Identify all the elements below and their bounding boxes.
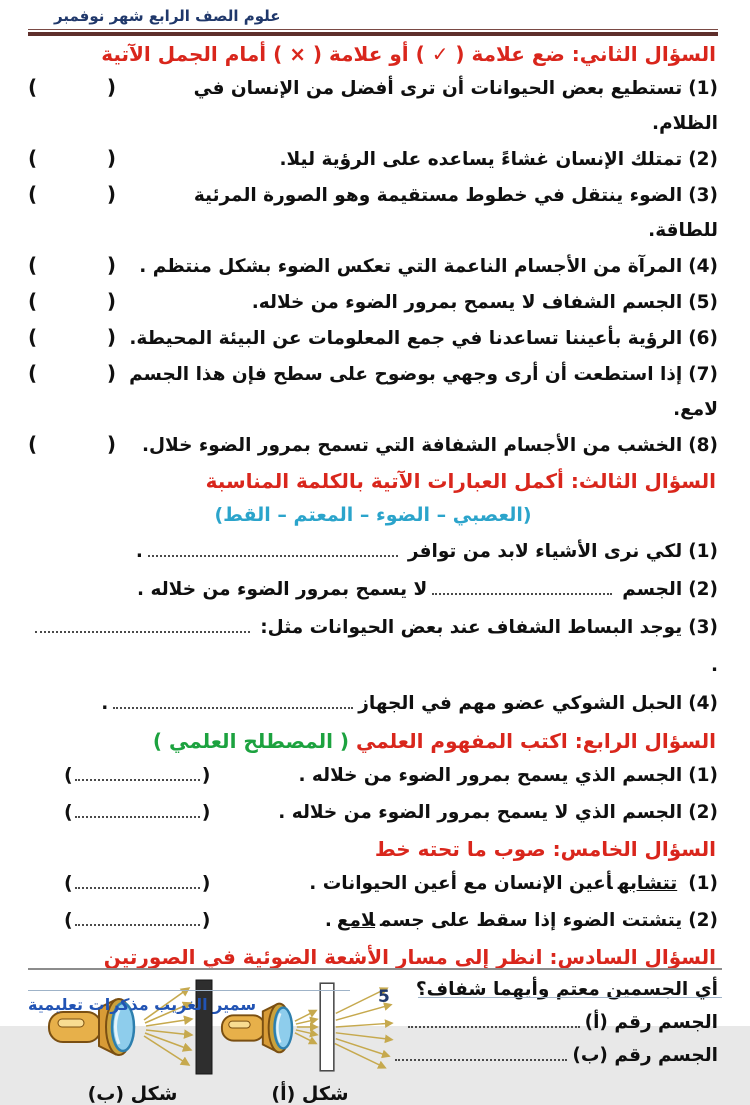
q4-heading — [28, 727, 716, 755]
q2-item-1 — [28, 70, 718, 141]
q2-item-2 — [28, 141, 718, 177]
statement-body: الجسم الذي يسمح بمرور الضوء من خلاله . — [298, 765, 683, 786]
fill-post: لا يسمح بمرور الضوء من خلاله . — [137, 579, 428, 600]
statement-text — [124, 178, 718, 248]
statement-text — [129, 321, 718, 356]
item-number: (2) — [688, 802, 718, 823]
answer-parentheses — [28, 427, 116, 462]
answer-parentheses — [28, 320, 116, 355]
q6-question: أي الجسمين معتم وأيهما شفاف؟ — [415, 979, 718, 1000]
statement-text — [309, 865, 718, 902]
q2-item-6 — [28, 320, 718, 356]
statement-text — [139, 249, 718, 284]
q5-item-1 — [28, 865, 718, 902]
statement-body: الضوء ينتقل في خطوط مستقيمة وهو الصورة المرئية للطاقة. — [193, 185, 718, 241]
statement-post: أعين الإنسان مع أعين الحيوانات . — [309, 873, 613, 894]
statement-text — [325, 902, 718, 939]
dotted-blank — [75, 804, 200, 818]
paren-close: ) — [201, 801, 211, 823]
q2-heading: السؤال الثاني: ضع علامة ( ✓ ) أو علامة ( × ) أمام الجمل الآتية — [101, 42, 716, 66]
paren-close: ) — [201, 909, 211, 931]
q6-answer-b — [400, 1039, 718, 1072]
answer-parentheses — [28, 70, 116, 105]
q5-list — [28, 865, 718, 939]
answer-parentheses — [28, 177, 116, 212]
fill-post: . — [101, 693, 109, 714]
answer-blank-parentheses — [64, 902, 210, 939]
paren-close: ) — [106, 361, 116, 385]
footer-left-line — [28, 990, 350, 991]
statement-body: الرؤية بأعيننا تساعدنا في جمع المعلومات عن البيئة المحيطة. — [129, 328, 683, 349]
fill-pre: يوجد البساط الشفاف عند بعض الحيوانات مثل: — [260, 617, 683, 638]
q3-list — [28, 533, 718, 723]
paren-open: ( — [28, 361, 38, 385]
footer-brand: سمير الغريب مذكرات تعليمية — [28, 995, 257, 1014]
figure-b-label: شكل (ب) — [87, 1083, 178, 1105]
q3-item-3 — [28, 609, 718, 685]
answer-blank-parentheses — [64, 757, 210, 794]
statement-text — [298, 757, 718, 794]
q4-list — [28, 757, 718, 831]
item-number: (2) — [688, 579, 718, 600]
item-number: (6) — [688, 328, 718, 349]
paren-open: ( — [28, 289, 38, 313]
q3-item-2 — [28, 571, 718, 609]
item-number: (7) — [688, 364, 718, 385]
fill-pre: لكي نرى الأشياء لابد من توافر — [407, 541, 683, 562]
answer-blank-parentheses — [64, 865, 210, 902]
q6-answer-b-label: الجسم رقم (ب) — [572, 1045, 718, 1066]
paren-open: ( — [28, 182, 38, 206]
page-header — [28, 0, 718, 28]
item-number: (1) — [688, 765, 718, 786]
q4-item-1 — [28, 757, 718, 794]
paren-open: ( — [28, 432, 38, 456]
paren-open: ( — [64, 909, 73, 931]
statement-body: إذا استطعت أن أرى وجهي بوضوح على سطح فإن هذا الجسم لامع. — [129, 364, 718, 420]
paren-open: ( — [64, 872, 73, 894]
paren-open: ( — [64, 801, 73, 823]
paren-close: ) — [106, 325, 116, 349]
statement-pre: يتشتت الضوء إذا سقط على جسم — [380, 910, 683, 931]
statement-body: الجسم الذي لا يسمح بمرور الضوء من خلاله . — [278, 802, 683, 823]
paren-open: ( — [28, 75, 38, 99]
dotted-blank — [75, 912, 200, 926]
q4-heading-green: ( المصطلح العلمي ) — [152, 729, 350, 753]
dotted-blank — [408, 1014, 580, 1028]
dotted-blank — [35, 619, 250, 633]
statement-body: تستطيع بعض الحيوانات أن ترى أفضل من الإنسان في الظلام. — [193, 78, 718, 134]
footer-right-line — [418, 997, 722, 998]
statement-body: المرآة من الأجسام الناعمة التي تعكس الضوء بشكل منتظم . — [139, 256, 683, 277]
footer-left-block — [28, 990, 350, 1014]
item-number: (2) — [688, 149, 718, 170]
q6-heading: السؤال السادس: انظر إلى مسار الأشعة الضوئية في الصورتين — [103, 945, 716, 969]
q4-item-2 — [28, 794, 718, 831]
answer-parentheses — [28, 248, 116, 283]
paren-close: ) — [106, 289, 116, 313]
q3-item-4 — [28, 685, 718, 723]
paren-open: ( — [28, 253, 38, 277]
q2-item-3 — [28, 177, 718, 248]
q6-text-column — [400, 973, 718, 1072]
statement-text — [252, 285, 718, 320]
statement-text — [278, 794, 718, 831]
fill-pre: الحبل الشوكي عضو مهم في الجهاز — [358, 693, 683, 714]
header-rule — [28, 29, 718, 36]
paren-close: ) — [106, 146, 116, 170]
answer-parentheses — [28, 284, 116, 319]
q5-heading: السؤال الخامس: صوب ما تحته خط — [374, 837, 716, 861]
item-number: (3) — [688, 185, 718, 206]
paren-close: ) — [106, 182, 116, 206]
q2-item-7 — [28, 356, 718, 427]
item-number: (1) — [688, 78, 718, 99]
q3-heading: السؤال الثالث: أكمل العبارات الآتية بالكلمة المناسبة — [205, 469, 716, 493]
q2-list — [28, 70, 718, 463]
paren-open: ( — [64, 764, 73, 786]
paren-close: ) — [106, 432, 116, 456]
header-title: علوم الصف الرابع شهر نوفمبر — [54, 7, 281, 25]
item-number: (3) — [688, 617, 718, 638]
q2-item-8 — [28, 427, 718, 463]
q4-heading-red: السؤال الرابع: اكتب المفهوم العلمي — [356, 729, 716, 753]
statement-body: الجسم الشفاف لا يسمح بمرور الضوء من خلاله. — [251, 292, 683, 313]
page-number: 5 — [378, 987, 390, 1007]
fill-pre: الجسم — [622, 579, 683, 600]
item-number: (8) — [688, 435, 718, 456]
q2-item-5 — [28, 284, 718, 320]
paren-close: ) — [201, 764, 211, 786]
paren-open: ( — [28, 146, 38, 170]
q3-item-1 — [28, 533, 718, 571]
answer-blank-parentheses — [64, 794, 210, 831]
statement-text — [124, 357, 718, 427]
figure-a-label: شكل (أ) — [271, 1083, 349, 1105]
statement-post: . — [324, 910, 332, 931]
paren-close: ) — [106, 75, 116, 99]
q5-item-2 — [28, 902, 718, 939]
content-bottom-rule — [28, 968, 722, 970]
answer-parentheses — [28, 356, 116, 391]
item-number: (1) — [688, 873, 718, 894]
statement-body: الخشب من الأجسام الشفافة التي تسمح بمرور الضوء خلال. — [141, 435, 683, 456]
fill-post: . — [135, 541, 143, 562]
dotted-blank — [113, 695, 353, 709]
answer-parentheses — [28, 141, 116, 176]
underlined-word: لامع — [336, 910, 375, 931]
item-number: (5) — [688, 292, 718, 313]
dotted-blank — [75, 875, 200, 889]
dotted-blank — [395, 1047, 567, 1061]
paren-open: ( — [28, 325, 38, 349]
paren-close: ) — [106, 253, 116, 277]
q3-word-bank: (العصبي – الضوء – المعتم – القط) — [214, 504, 532, 526]
item-number: (1) — [688, 541, 718, 562]
statement-text — [279, 142, 718, 177]
q2-item-4 — [28, 248, 718, 284]
statement-body: تمتلك الإنسان غشاءً يساعده على الرؤية ليلا. — [279, 149, 683, 170]
q6-answer-a-label: الجسم رقم (أ) — [584, 1012, 718, 1033]
dotted-blank — [432, 581, 612, 595]
underlined-word: تتشابه — [617, 873, 678, 894]
fill-post: . — [710, 655, 718, 676]
statement-text — [142, 428, 718, 463]
dotted-blank — [148, 543, 398, 557]
item-number: (2) — [688, 910, 718, 931]
statement-text — [124, 71, 718, 141]
dotted-blank — [75, 767, 200, 781]
item-number: (4) — [688, 693, 718, 714]
paren-close: ) — [201, 872, 211, 894]
item-number: (4) — [688, 256, 718, 277]
